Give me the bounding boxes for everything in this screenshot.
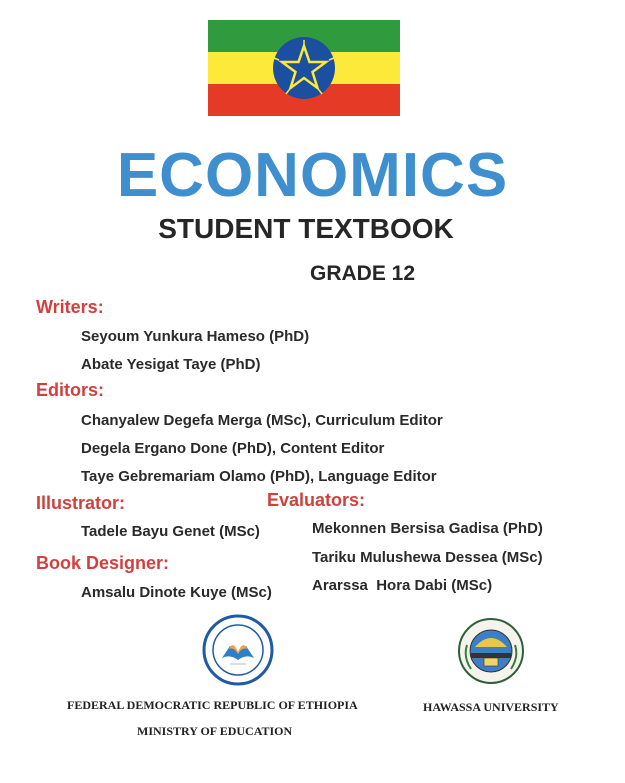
ministry-of-education-logo [202, 614, 274, 686]
editors-heading: Editors: [36, 380, 105, 400]
illustrator-name: Tadele Bayu Genet (MSc) [81, 523, 260, 540]
writers-heading: Writers: [36, 297, 104, 317]
evaluator-name: Tariku Mulushewa Dessea (MSc) [312, 549, 543, 566]
evaluator-name: Mekonnen Bersisa Gadisa (PhD) [312, 520, 543, 537]
university-name: HAWASSA UNIVERSITY [423, 700, 559, 714]
editor-name: Taye Gebremariam Olamo (PhD), Language Editor [81, 468, 437, 485]
designer-heading: Book Designer: [36, 553, 170, 573]
evaluator-name: Ararssa Hora Dabi (MSc) [312, 577, 493, 594]
book-subtitle: STUDENT TEXTBOOK [158, 213, 454, 244]
evaluators-heading: Evaluators: [267, 490, 366, 510]
editor-name: Chanyalew Degefa Merga (MSc), Curriculum Editor [81, 412, 443, 429]
ministry-line-1: FEDERAL DEMOCRATIC REPUBLIC OF ETHIOPIA [67, 698, 358, 712]
writer-name: Seyoum Yunkura Hameso (PhD) [81, 328, 310, 345]
ethiopian-flag [208, 20, 400, 116]
writer-name: Abate Yesigat Taye (PhD) [81, 356, 261, 373]
grade-label: GRADE 12 [310, 262, 416, 285]
illustrator-heading: Illustrator: [36, 493, 126, 513]
editor-name: Degela Ergano Done (PhD), Content Editor [81, 440, 385, 457]
hawassa-university-logo [457, 617, 525, 685]
book-title: ECONOMICS [116, 141, 509, 210]
designer-name: Amsalu Dinote Kuye (MSc) [81, 584, 272, 601]
ministry-line-2: MINISTRY OF EDUCATION [137, 724, 293, 738]
